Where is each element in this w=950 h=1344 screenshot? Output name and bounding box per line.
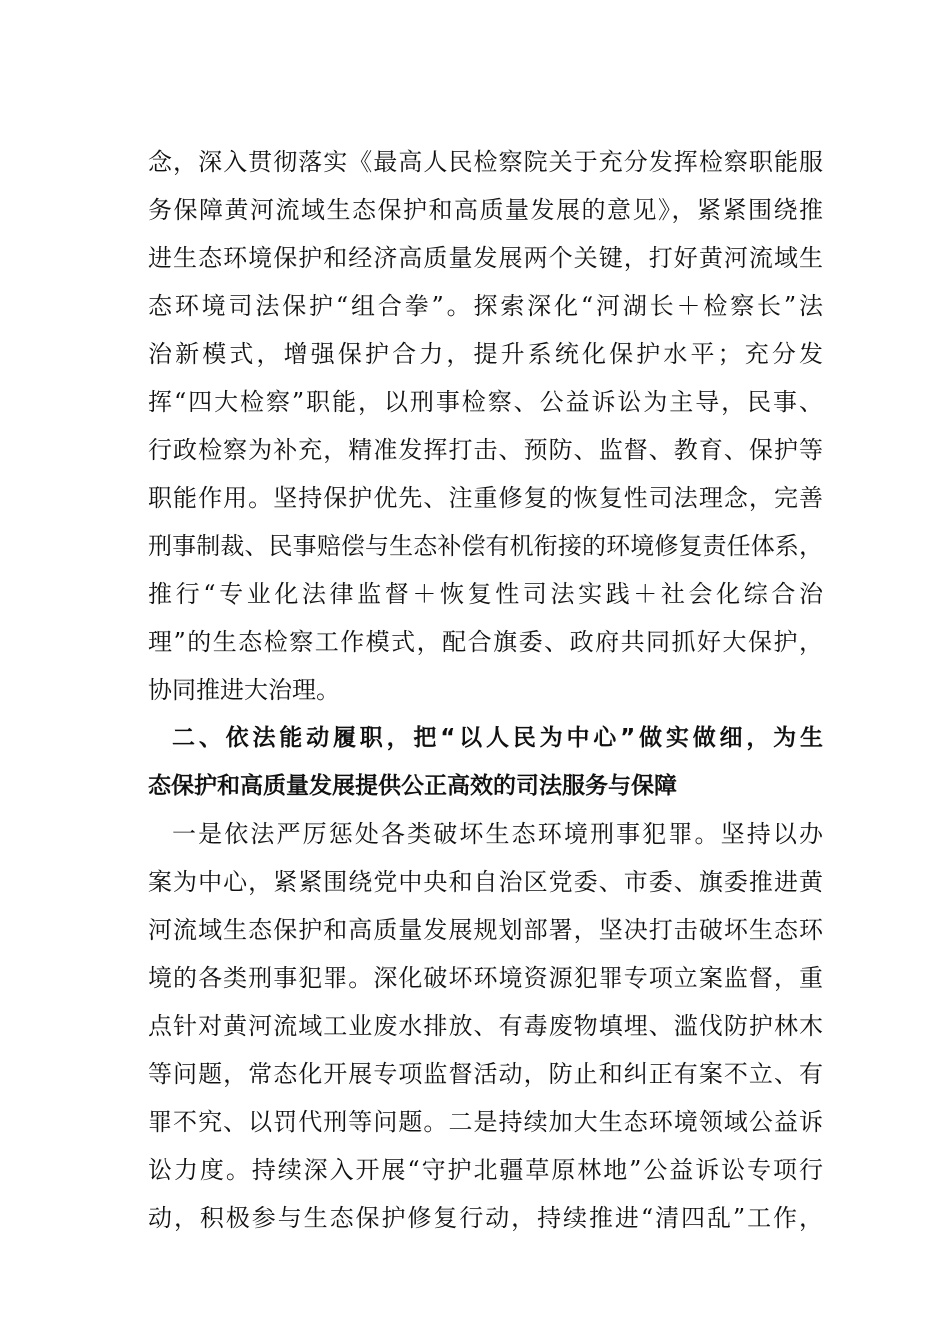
paragraph-2-line-6: 等问题，常态化开展专项监督活动，防止和纠正有案不立、有 [148, 1060, 823, 1088]
paragraph-2-line-1: 一是依法严厉惩处各类破坏生态环境刑事犯罪。坚持以办 [172, 820, 823, 848]
paragraph-1-line-6: 挥“四大检察”职能，以刑事检察、公益诉讼为主导，民事、 [148, 388, 823, 416]
paragraph-1-line-4: 态环境司法保护“组合拳”。探索深化“河湖长＋检察长”法 [148, 292, 823, 320]
paragraph-2-line-5: 点针对黄河流域工业废水排放、有毒废物填埋、滥伐防护林木 [148, 1012, 823, 1040]
paragraph-2-line-2: 案为中心，紧紧围绕党中央和自治区党委、市委、旗委推进黄 [148, 868, 823, 896]
paragraph-2-line-3: 河流域生态保护和高质量发展规划部署，坚决打击破坏生态环 [148, 916, 823, 944]
paragraph-1-line-3: 进生态环境保护和经济高质量发展两个关键，打好黄河流域生 [148, 244, 823, 272]
paragraph-1-line-2: 务保障黄河流域生态保护和高质量发展的意见》，紧紧围绕推 [148, 196, 823, 224]
paragraph-2-line-4: 境的各类刑事犯罪。深化破坏环境资源犯罪专项立案监督，重 [148, 964, 823, 992]
section-heading-line-2: 态保护和高质量发展提供公正高效的司法服务与保障 [148, 773, 677, 799]
paragraph-2-line-9: 动，积极参与生态保护修复行动，持续推进“清四乱”工作， [148, 1204, 823, 1232]
paragraph-1-line-8: 职能作用。坚持保护优先、注重修复的恢复性司法理念，完善 [148, 484, 823, 512]
paragraph-1-line-1: 念，深入贯彻落实《最高人民检察院关于充分发挥检察职能服 [148, 148, 823, 176]
paragraph-2-line-7: 罪不究、以罚代刑等问题。二是持续加大生态环境领域公益诉 [148, 1108, 823, 1136]
paragraph-1-line-12: 协同推进大治理。 [148, 676, 340, 704]
paragraph-1-line-7: 行政检察为补充，精准发挥打击、预防、监督、教育、保护等 [148, 436, 823, 464]
section-heading-line-1: 二、依法能动履职，把“以人民为中心”做实做细，为生 [172, 725, 823, 751]
paragraph-1-line-9: 刑事制裁、民事赔偿与生态补偿有机衔接的环境修复责任体系， [148, 532, 823, 560]
paragraph-1-line-5: 治新模式，增强保护合力，提升系统化保护水平；充分发 [148, 340, 823, 368]
paragraph-2-line-8: 讼力度。持续深入开展“守护北疆草原林地”公益诉讼专项行 [148, 1156, 823, 1184]
paragraph-1-line-11: 理”的生态检察工作模式，配合旗委、政府共同抓好大保护， [148, 628, 823, 656]
paragraph-1-line-10: 推行“专业化法律监督＋恢复性司法实践＋社会化综合治 [148, 580, 823, 608]
